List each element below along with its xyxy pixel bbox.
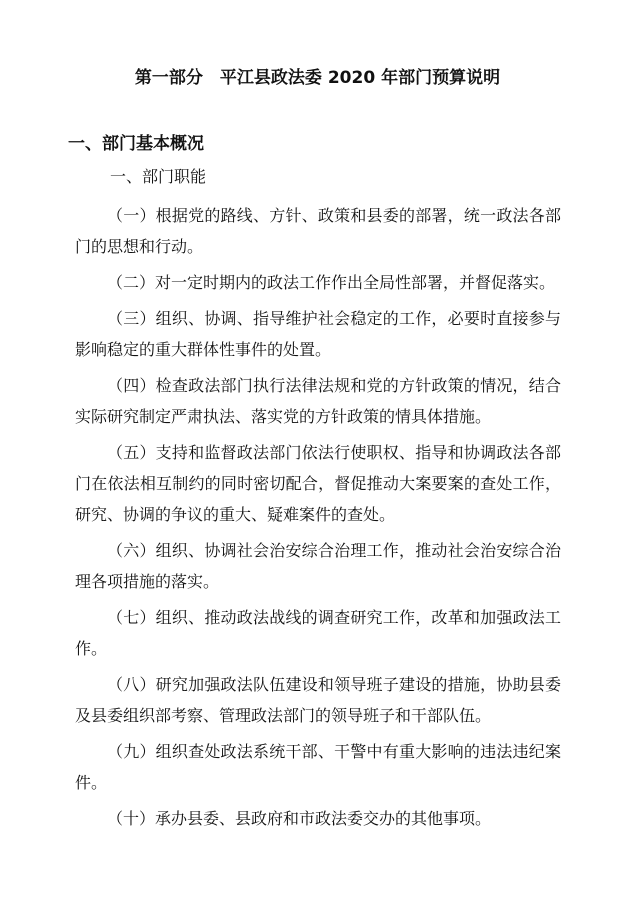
page-title: 第一部分 平江县政法委 2020 年部门预算说明 — [134, 68, 501, 88]
duty-item-10: （十）承办县委、县政府和市政法委交办的其他事项。 — [107, 809, 492, 828]
duty-item-3: （三）组织、协调、指导维护社会稳定的工作，必要时直接参与影响稳定的重大群体性事件的处置。 — [75, 309, 561, 359]
duty-item-9: （九）组织查处政法系统干部、干警中有重大影响的违法违纪案件。 — [75, 742, 561, 792]
sub-heading: 一、部门职能 — [110, 167, 207, 186]
duty-item-2: （二）对一定时期内的政法工作作出全局性部署，并督促落实。 — [107, 273, 556, 292]
duty-item-6: （六）组织、协调社会治安综合治理工作，推动社会治安综合治理各项措施的落实。 — [75, 541, 561, 591]
duty-item-1: （一）根据党的路线、方针、政策和县委的部署，统一政法各部门的思想和行动。 — [75, 206, 561, 256]
duty-item-8: （八）研究加强政法队伍建设和领导班子建设的措施，协助县委及县委组织部考察、管理政法部门的领导班子和干部队伍。 — [75, 675, 561, 725]
duty-item-4: （四）检查政法部门执行法律法规和党的方针政策的情况，结合实际研究制定严肃执法、落实党的方针政策的情具体措施。 — [75, 376, 561, 426]
section-heading: 一、部门基本概况 — [68, 134, 204, 154]
duty-item-5: （五）支持和监督政法部门依法行使职权、指导和协调政法各部门在依法相互制约的同时密切配合，督促推动大案要案的查处工作，研究、协调的争议的重大、疑难案件的查处。 — [75, 443, 561, 524]
duty-item-7: （七）组织、推动政法战线的调查研究工作，改革和加强政法工作。 — [75, 608, 561, 658]
duty-list — [75, 200, 561, 839]
